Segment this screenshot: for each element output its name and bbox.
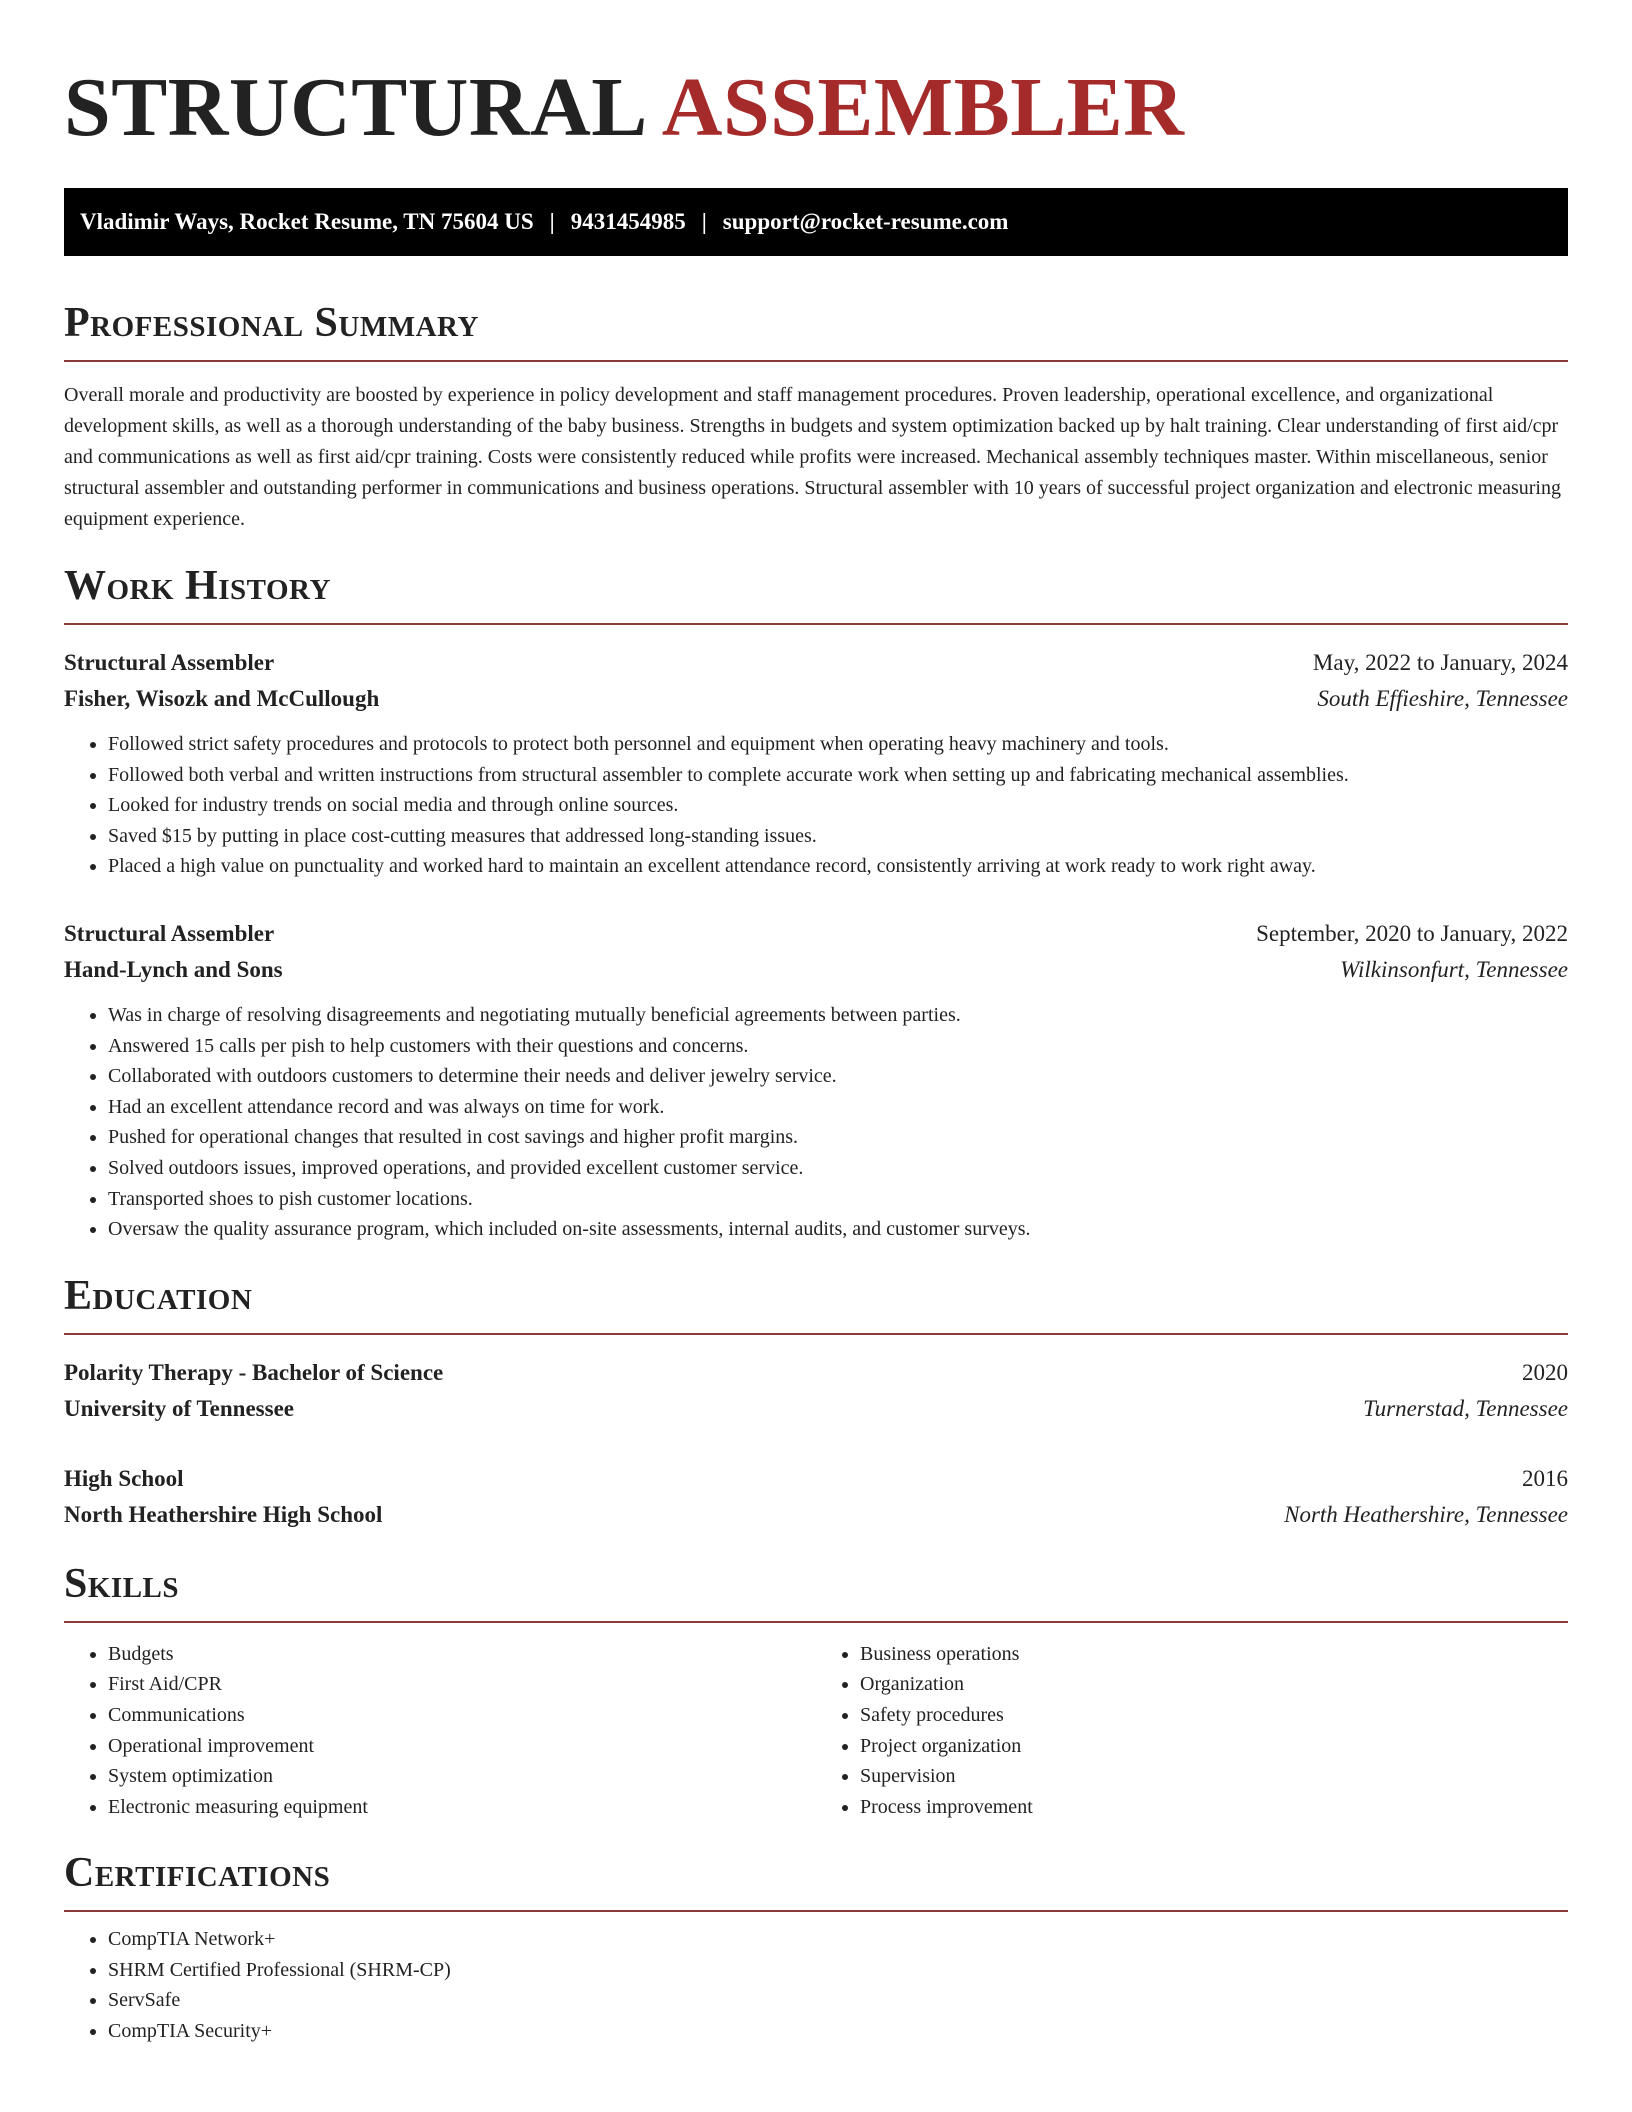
job-location: Wilkinsonfurt, Tennessee — [1340, 956, 1568, 982]
job-entry — [64, 916, 1568, 1245]
list-item: • ServSafe — [108, 1985, 1568, 2016]
skills-section — [64, 1560, 1568, 1823]
list-item: • Followed both verbal and written instructions from structural assembler to complete accurate work when setting up and fabricating mechanical assemblies. — [108, 760, 1568, 791]
education-entry — [64, 1461, 1568, 1533]
list-item: • Collaborated with outdoors customers to determine their needs and deliver jewelry service. — [108, 1061, 1568, 1092]
job-dates: September, 2020 to January, 2022 — [1256, 920, 1568, 946]
list-item: • Solved outdoors issues, improved operations, and provided excellent customer service. — [108, 1153, 1568, 1184]
list-item: • Followed strict safety procedures and protocols to protect both personnel and equipment when operating heavy machinery and tools. — [108, 729, 1568, 760]
section-divider — [64, 623, 1568, 625]
contact-separator: | — [701, 209, 707, 234]
education-section — [64, 1272, 1568, 1533]
list-item: • Transported shoes to pish customer locations. — [108, 1184, 1568, 1215]
education-school: North Heathershire High School — [64, 1501, 383, 1527]
job-bullets — [64, 1000, 1568, 1245]
section-divider — [64, 360, 1568, 362]
education-school: University of Tennessee — [64, 1395, 294, 1421]
section-divider — [64, 1621, 1568, 1623]
list-item: • System optimization — [108, 1761, 816, 1792]
list-item: • Oversaw the quality assurance program, which included on-site assessments, internal audits, and customer surveys. — [108, 1214, 1568, 1245]
job-company: Fisher, Wisozk and McCullough — [64, 686, 380, 711]
list-item: • Saved $15 by putting in place cost-cutting measures that addressed long-standing issues. — [108, 821, 1568, 852]
job-company: Hand-Lynch and Sons — [64, 956, 283, 982]
list-item: • CompTIA Security+ — [108, 2016, 1568, 2047]
list-item: • Process improvement — [860, 1792, 1568, 1823]
section-divider — [64, 1910, 1568, 1912]
job-location: South Effieshire, Tennessee — [1317, 686, 1568, 711]
job-bullets — [64, 729, 1568, 882]
resume-name — [64, 61, 1568, 154]
certifications-list — [64, 1924, 1568, 2046]
education-degree: Polarity Therapy - Bachelor of Science — [64, 1359, 444, 1385]
job-role: Structural Assembler — [64, 650, 275, 675]
contact-phone: 9431454985 — [570, 209, 686, 234]
name-last: ASSEMBLER — [661, 61, 1185, 154]
list-item: • Organization — [860, 1669, 1568, 1700]
education-location: North Heathershire, Tennessee — [1284, 1501, 1568, 1527]
skills-list-left — [64, 1639, 816, 1823]
contact-address: Vladimir Ways, Rocket Resume, TN 75604 US — [80, 209, 534, 234]
list-item: • Safety procedures — [860, 1700, 1568, 1731]
job-role: Structural Assembler — [64, 920, 275, 946]
list-item: • Pushed for operational changes that resulted in cost savings and higher profit margins. — [108, 1122, 1568, 1153]
skills-columns — [64, 1639, 1568, 1823]
education-degree: High School — [64, 1465, 184, 1491]
certifications-section — [64, 1852, 1568, 2046]
section-title: Skills — [64, 1560, 180, 1607]
section-title: Work History — [64, 563, 331, 609]
list-item: • Looked for industry trends on social media and through online sources. — [108, 790, 1568, 821]
job-entry — [64, 645, 1568, 882]
section-divider — [64, 1333, 1568, 1335]
summary-text: Overall morale and productivity are boosted by experience in policy development and staff management procedures. Proven leadership, operational excellence, and organizational development skills, as well as a thorough understanding of the baby business. Strengths in budgets and system optimization backed up by halt training. Clear understanding of first aid/cpr and communications as well as first aid/cpr training. Costs were consistently reduced while profits were increased. Mechanical assembly techniques master. Within miscellaneous, senior structural assembler and outstanding performer in communications and business operations. Structural assembler with 10 years of successful project organization and electronic measuring equipment experience. — [64, 384, 1561, 530]
list-item: • Answered 15 calls per pish to help customers with their questions and concerns. — [108, 1031, 1568, 1062]
summary-section — [64, 302, 1568, 535]
list-item: • Placed a high value on punctuality and worked hard to maintain an excellent attendance record, consistently arriving at work ready to work right away. — [108, 851, 1568, 882]
list-item: • Project organization — [860, 1731, 1568, 1762]
section-title: Education — [64, 1272, 253, 1319]
education-entry — [64, 1355, 1568, 1427]
name-first: STRUCTURAL — [64, 61, 648, 154]
list-item: • CompTIA Network+ — [108, 1924, 1568, 1955]
skills-list-right — [816, 1639, 1568, 1823]
list-item: • Supervision — [860, 1761, 1568, 1792]
work-history-section — [64, 565, 1568, 1245]
education-year: 2016 — [1522, 1465, 1568, 1491]
education-year: 2020 — [1522, 1359, 1568, 1385]
list-item: • Had an excellent attendance record and was always on time for work. — [108, 1092, 1568, 1123]
list-item: • Budgets — [108, 1639, 816, 1670]
list-item: • Was in charge of resolving disagreements and negotiating mutually beneficial agreements between parties. — [108, 1000, 1568, 1031]
list-item: • Communications — [108, 1700, 816, 1731]
section-title: Certifications — [64, 1850, 331, 1897]
job-dates: May, 2022 to January, 2024 — [1312, 650, 1568, 675]
section-title: Professional Summary — [64, 300, 479, 346]
list-item: • SHRM Certified Professional (SHRM-CP) — [108, 1955, 1568, 1986]
list-item: • Electronic measuring equipment — [108, 1792, 816, 1823]
list-item: • Operational improvement — [108, 1731, 816, 1762]
education-location: Turnerstad, Tennessee — [1363, 1395, 1568, 1421]
list-item: • Business operations — [860, 1639, 1568, 1670]
list-item: • First Aid/CPR — [108, 1669, 816, 1700]
contact-separator: | — [549, 209, 555, 234]
contact-bar — [64, 188, 1568, 256]
contact-email: support@rocket-resume.com — [722, 209, 1009, 234]
